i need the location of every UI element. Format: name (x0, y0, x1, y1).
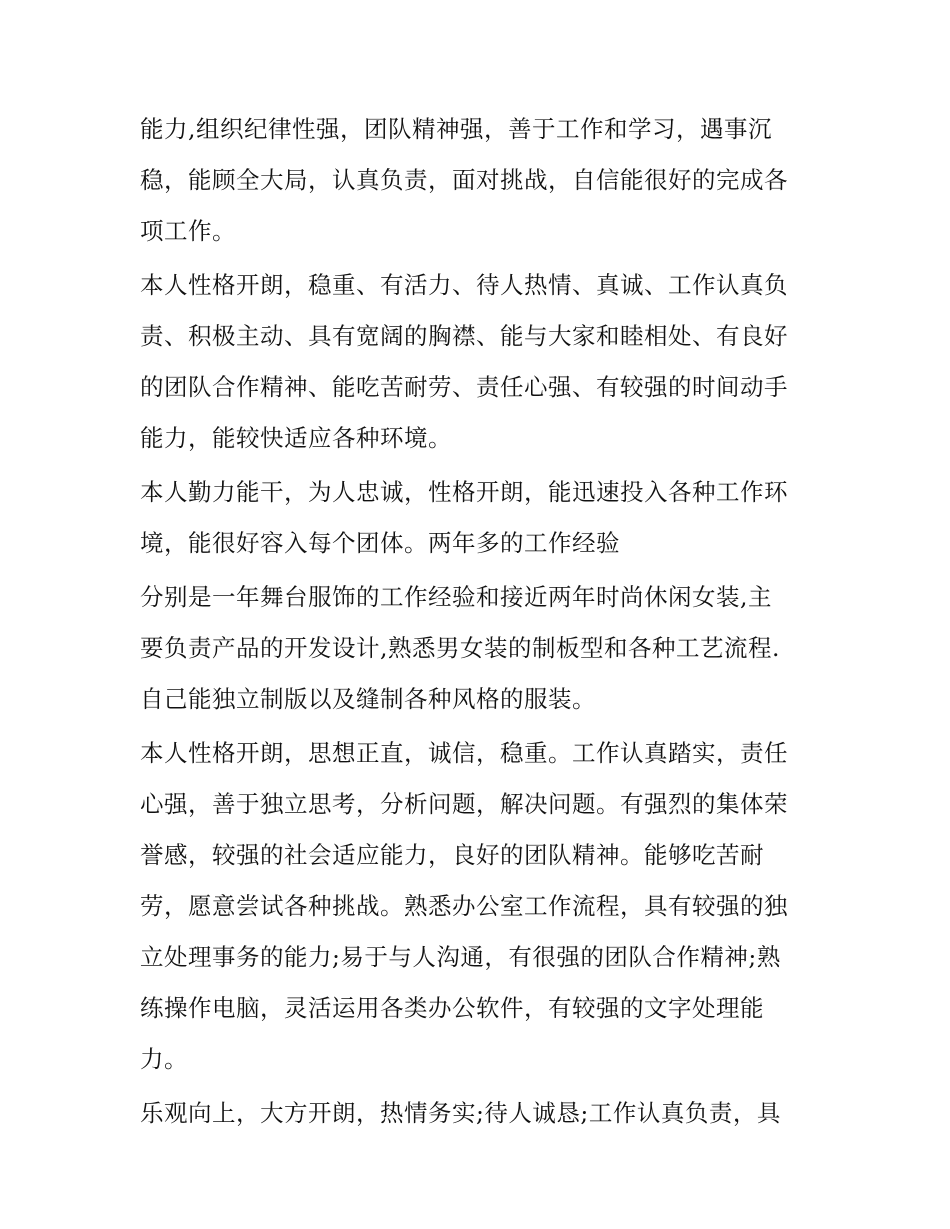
paragraph-3 (140, 467, 815, 569)
text-line: 本人性格开朗，思想正直，诚信，稳重。工作认真踏实，责任 (140, 739, 788, 767)
paragraph-5 (140, 728, 815, 1085)
text-line: 项工作。 (140, 217, 236, 245)
paragraph-4 (140, 572, 815, 725)
text-line: 立处理事务的能力;易于与人沟通，有很强的团队合作精神;熟 (140, 943, 781, 971)
paragraph-1 (140, 104, 815, 257)
text-line: 本人勤力能干，为人忠诚，性格开朗，能迅速投入各种工作环 (140, 478, 788, 506)
text-line: 誉感，较强的社会适应能力，良好的团队精神。能够吃苦耐 (140, 841, 764, 869)
text-line: 练操作电脑，灵活运用各类办公软件，有较强的文字处理能 (140, 994, 764, 1022)
text-line: 自己能独立制版以及缝制各种风格的服装。 (140, 685, 596, 713)
text-line: 力。 (140, 1045, 188, 1073)
text-line: 境，能很好容入每个团体。两年多的工作经验 (140, 529, 620, 557)
text-line: 能力，能较快适应各种环境。 (140, 424, 452, 452)
text-line: 劳，愿意尝试各种挑战。熟悉办公室工作流程，具有较强的独 (140, 892, 788, 920)
text-line: 能力,组织纪律性强，团队精神强，善于工作和学习，遇事沉 (140, 115, 772, 143)
text-line: 本人性格开朗，稳重、有活力、待人热情、真诚、工作认真负 (140, 271, 788, 299)
text-line: 乐观向上，大方开朗，热情务实;待人诚恳;工作认真负责，具 (140, 1099, 781, 1127)
text-line: 的团队合作精神、能吃苦耐劳、责任心强、有较强的时间动手 (140, 373, 788, 401)
text-line: 责、积极主动、具有宽阔的胸襟、能与大家和睦相处、有良好 (140, 322, 788, 350)
text-line: 要负责产品的开发设计,熟悉男女装的制板型和各种工艺流程. (140, 634, 780, 662)
paragraph-6 (140, 1088, 815, 1139)
text-line: 分别是一年舞台服饰的工作经验和接近两年时尚休闲女装,主 (140, 583, 772, 611)
document-body (140, 104, 815, 1142)
paragraph-2 (140, 260, 815, 464)
text-line: 心强，善于独立思考，分析问题，解决问题。有强烈的集体荣 (140, 790, 788, 818)
text-line: 稳，能顾全大局，认真负责，面对挑战，自信能很好的完成各 (140, 166, 788, 194)
